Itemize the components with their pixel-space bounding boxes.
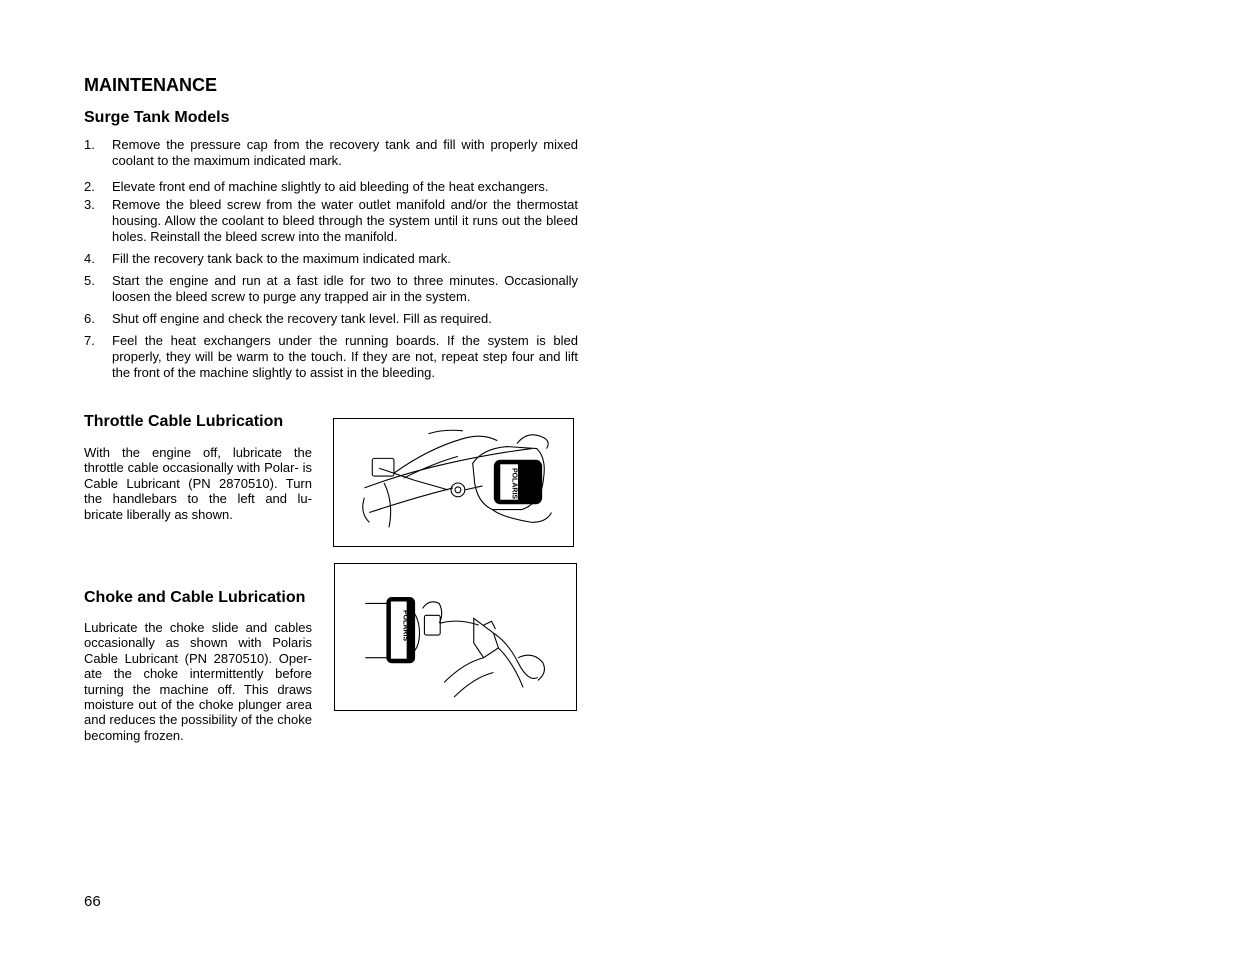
step-text: Fill the recovery tank back to the maximum indicated mark. xyxy=(112,251,451,266)
step-text: Start the engine and run at a fast idle for two to three minutes. Occasionally loosen the bleed screw to purge any trapped air in the system. xyxy=(112,273,578,304)
throttle-illustration xyxy=(333,418,574,547)
page-title: MAINTENANCE xyxy=(84,75,217,95)
step-number: 7. xyxy=(84,333,95,348)
surge-tank-heading: Surge Tank Models xyxy=(84,109,230,126)
choke-paragraph: Lubricate the choke slide and cables occasionally as shown with Polaris Cable Lubricant (PN 2870510). Oper- ate the choke intermittently before turning the machine off. This draws moisture out of the choke plunger area and reduces the possibility of the choke becoming frozen. xyxy=(84,620,312,743)
list-item xyxy=(84,333,578,381)
list-item xyxy=(84,137,578,169)
can-label: POLARIS xyxy=(510,467,518,500)
page-number: 66 xyxy=(84,893,101,910)
step-text: Shut off engine and check the recovery tank level. Fill as required. xyxy=(112,311,492,326)
list-item xyxy=(84,197,578,245)
throttle-paragraph: With the engine off, lubricate the throttle cable occasionally with Polar- is Cable Lubricant (PN 2870510). Turn the handlebars to the left and lu- bricate liberally as shown. xyxy=(84,445,312,522)
can-label: POLARIS xyxy=(401,609,409,642)
list-item xyxy=(84,251,578,267)
step-number: 3. xyxy=(84,197,95,212)
step-number: 5. xyxy=(84,273,95,288)
step-text: Feel the heat exchangers under the running boards. If the system is bled properly, they will be warm to the touch. If they are not, repeat step four and lift the front of the machine slightly to assist in the bleeding. xyxy=(112,333,578,380)
step-text: Remove the bleed screw from the water outlet manifold and/or the thermostat housing. Allow the coolant to bleed through the system until it runs out the bleed holes. Reinstall the bleed screw into the manifold. xyxy=(112,197,578,244)
step-text: Remove the pressure cap from the recovery tank and fill with properly mixed coolant to the maximum indicated mark. xyxy=(112,137,578,168)
list-item xyxy=(84,273,578,305)
list-item xyxy=(84,311,578,327)
step-number: 6. xyxy=(84,311,95,326)
choke-heading: Choke and Cable Lubrication xyxy=(84,589,306,606)
throttle-heading: Throttle Cable Lubrication xyxy=(84,413,284,430)
step-number: 2. xyxy=(84,179,95,194)
step-text: Elevate front end of machine slightly to aid bleeding of the heat exchangers. xyxy=(112,179,549,194)
list-item xyxy=(84,179,578,195)
step-number: 1. xyxy=(84,137,95,152)
choke-illustration xyxy=(334,563,577,711)
step-number: 4. xyxy=(84,251,95,266)
